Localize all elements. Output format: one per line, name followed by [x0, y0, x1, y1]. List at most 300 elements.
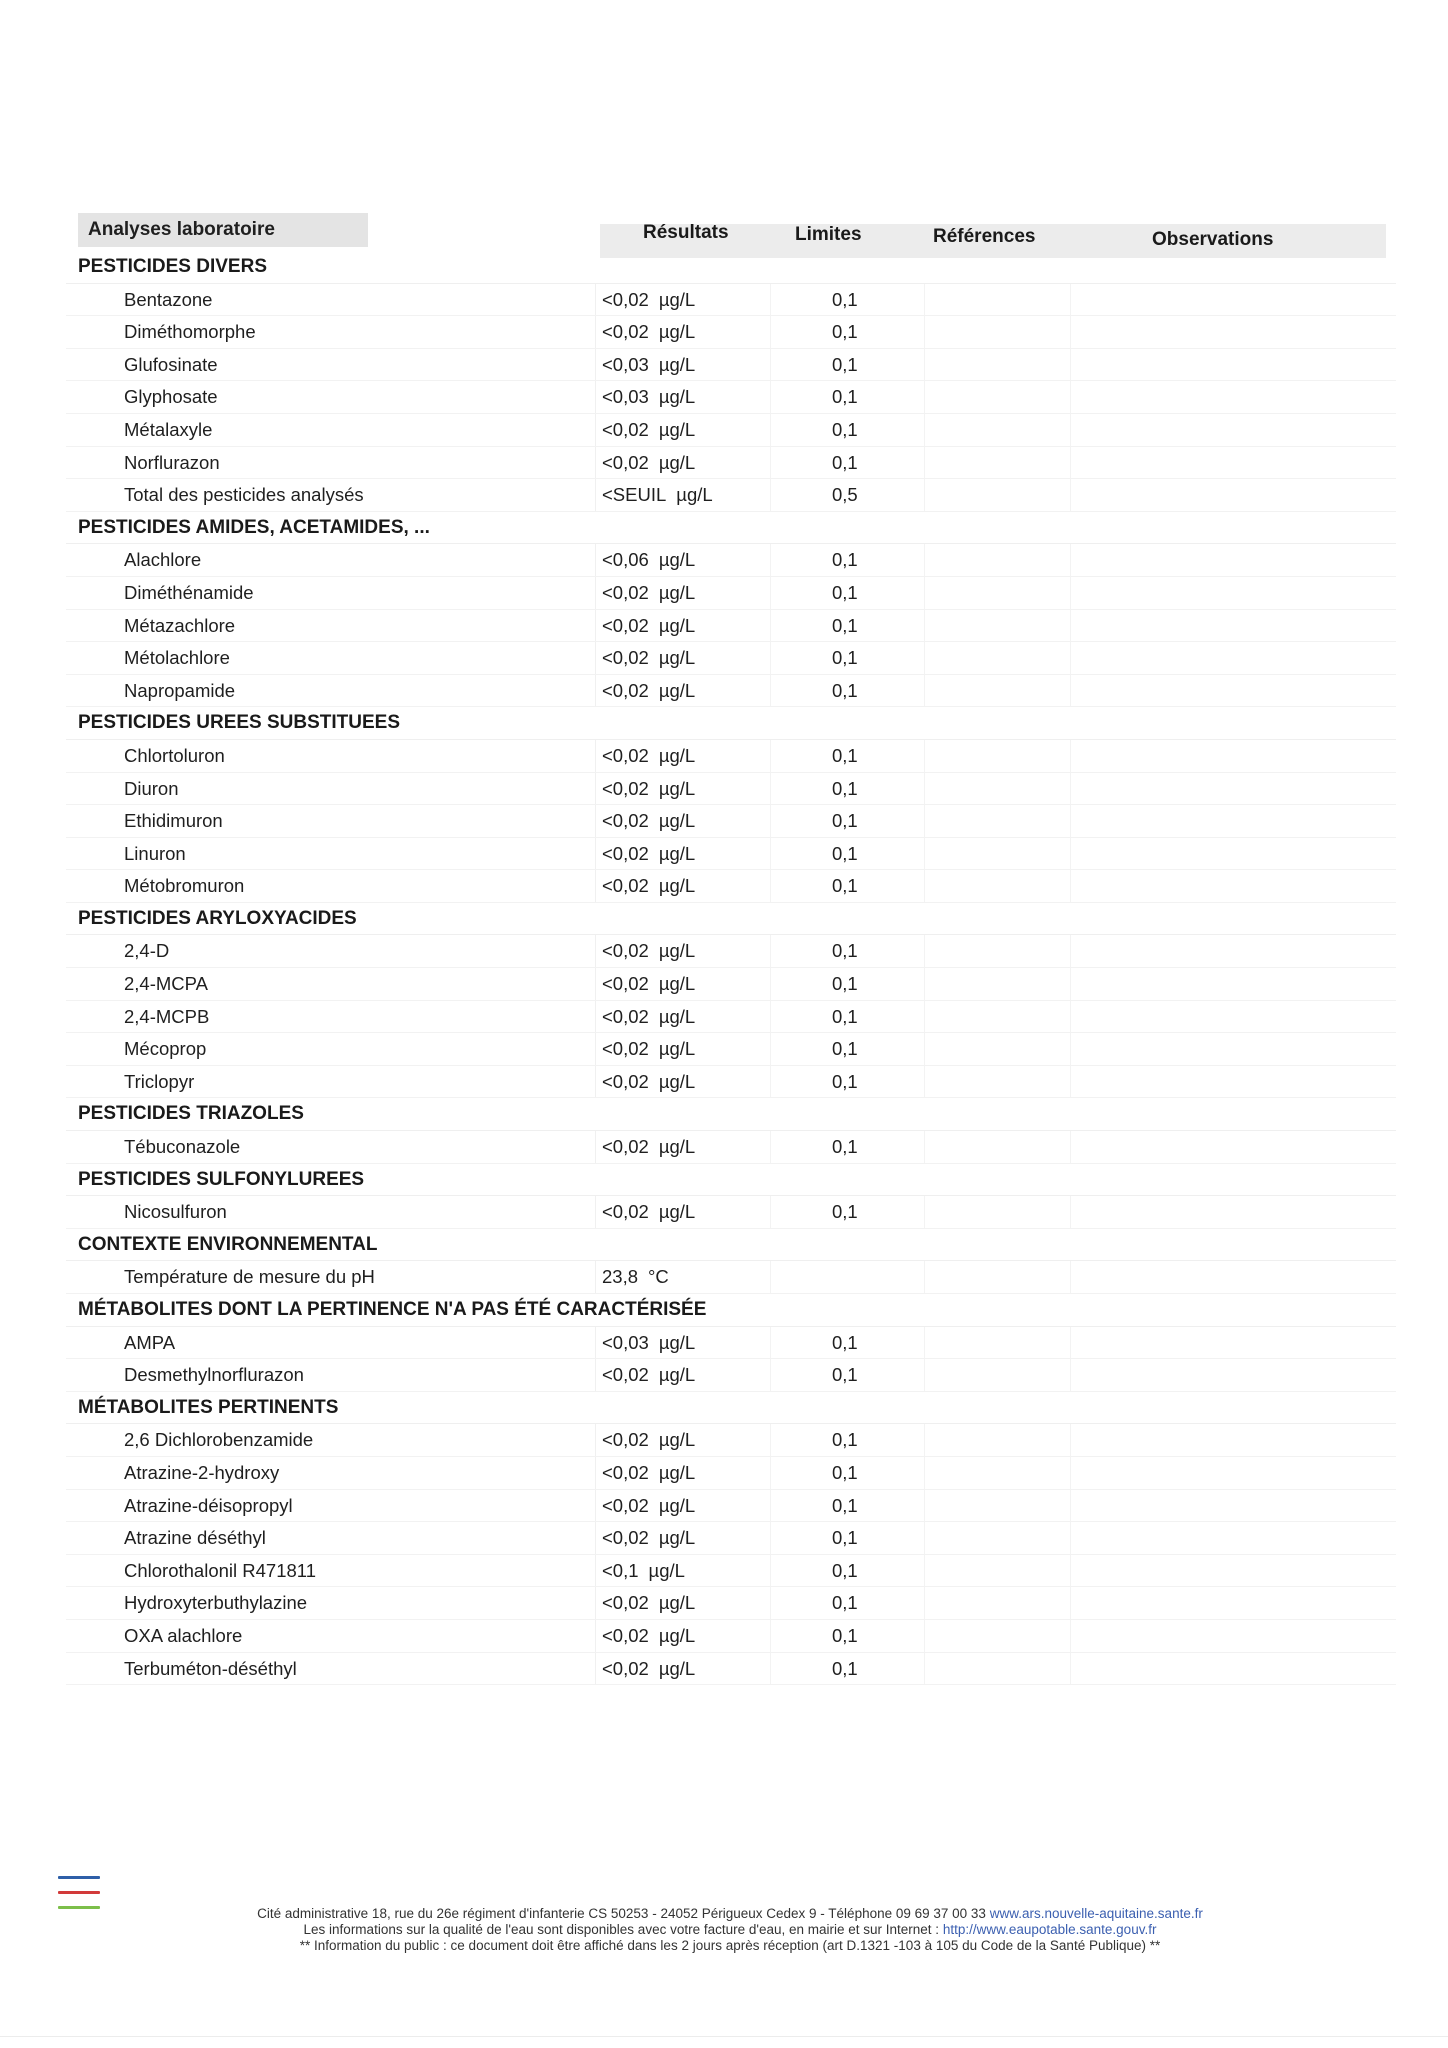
parameter-name: Linuron [124, 842, 186, 864]
parameter-name: Desmethylnorflurazon [124, 1364, 304, 1386]
result-value: <0,02 [602, 288, 649, 310]
observations-cell [1070, 968, 1401, 1000]
references-cell [924, 1620, 1070, 1652]
observations-cell [1070, 544, 1401, 576]
table-row [66, 414, 1396, 447]
header-references: Références [933, 226, 1036, 247]
result-value: <0,02 [602, 614, 649, 636]
limit-value: 0,1 [832, 940, 858, 962]
result-cell [602, 1424, 752, 1456]
footer-address: Cité administrative 18, rue du 26e régiment d'infanterie CS 50253 - 24052 Périgueux Cedex 9 - Téléphone 09 69 37 00 33 [257, 1906, 986, 1921]
table-row [66, 675, 1396, 708]
result-value: <0,03 [602, 1331, 649, 1353]
cell-divider [595, 740, 596, 772]
parameter-name: Diméthomorphe [124, 321, 256, 343]
cell-divider [770, 740, 771, 772]
references-cell [924, 447, 1070, 479]
observations-cell [1070, 1457, 1401, 1489]
cell-divider [770, 1066, 771, 1098]
table-row [66, 1653, 1396, 1686]
result-value: <0,02 [602, 1070, 649, 1092]
parameter-name: 2,4-D [124, 940, 170, 962]
cell-divider [770, 381, 771, 413]
limit-value: 0,1 [832, 614, 858, 636]
table-row [66, 805, 1396, 838]
parameter-name: Métalaxyle [124, 418, 213, 440]
footer-info: Les informations sur la qualité de l'eau sont disponibles avec votre facture d'eau, en mairie et sur Internet : [303, 1922, 940, 1937]
parameter-name: Glufosinate [124, 353, 218, 375]
observations-cell [1070, 610, 1401, 642]
references-cell [924, 1066, 1070, 1098]
result-cell [602, 935, 752, 967]
parameter-name: Norflurazon [124, 451, 220, 473]
cell-divider [770, 1424, 771, 1456]
cell-divider [595, 1196, 596, 1228]
limit-value: 0,1 [832, 1559, 858, 1581]
observations-cell [1070, 1131, 1401, 1163]
limit-value: 0,1 [832, 1494, 858, 1516]
limit-value: 0,1 [832, 810, 858, 832]
section-header: PESTICIDES UREES SUBSTITUEES [66, 707, 1396, 740]
table-row [66, 479, 1396, 512]
observations-cell [1070, 414, 1401, 446]
result-cell [602, 838, 752, 870]
result-value: 23,8 [602, 1266, 639, 1288]
result-value: <0,06 [602, 549, 649, 571]
cell-divider [770, 1522, 771, 1554]
table-row [66, 1522, 1396, 1555]
references-cell [924, 1555, 1070, 1587]
references-cell [924, 838, 1070, 870]
cell-divider [595, 838, 596, 870]
observations-cell [1070, 1001, 1401, 1033]
result-value: <0,02 [602, 321, 649, 343]
cell-divider [770, 642, 771, 674]
parameter-name: Atrazine-2-hydroxy [124, 1461, 280, 1483]
section-header: PESTICIDES SULFONYLUREES [66, 1164, 1396, 1197]
table-row [66, 381, 1396, 414]
table-row [66, 968, 1396, 1001]
cell-divider [770, 544, 771, 576]
limit-value: 0,1 [832, 451, 858, 473]
result-cell [602, 870, 752, 902]
references-cell [924, 1424, 1070, 1456]
cell-divider [595, 349, 596, 381]
result-unit: µg/L [658, 353, 696, 375]
result-cell [602, 1359, 752, 1391]
cell-divider [770, 1261, 771, 1293]
table-row [66, 1555, 1396, 1588]
result-cell [602, 1261, 752, 1293]
cell-divider [595, 1620, 596, 1652]
result-cell [602, 1327, 752, 1359]
footer-line-3: ** Information du public : ce document doit être affiché dans les 2 jours après réception (art D.1321 -103 à 105 du Code de la Santé Publique) ** [299, 1938, 1161, 1953]
limit-value: 0,1 [832, 679, 858, 701]
table-row [66, 1490, 1396, 1523]
observations-cell [1070, 870, 1401, 902]
result-value: <0,02 [602, 1494, 649, 1516]
cell-divider [595, 1424, 596, 1456]
references-cell [924, 1001, 1070, 1033]
cell-divider [595, 1522, 596, 1554]
parameter-name: Terbuméton-déséthyl [124, 1657, 297, 1679]
parameter-name: Hydroxyterbuthylazine [124, 1592, 308, 1614]
references-cell [924, 773, 1070, 805]
result-value: <0,02 [602, 647, 649, 669]
results-table [66, 251, 1396, 1685]
table-row [66, 1620, 1396, 1653]
table-row [66, 1033, 1396, 1066]
header-observations: Observations [1152, 229, 1274, 250]
parameter-name: Métazachlore [124, 614, 236, 636]
result-unit: µg/L [658, 1657, 696, 1679]
limit-value: 0,1 [832, 1527, 858, 1549]
table-row [66, 610, 1396, 643]
logo-stripe-red [58, 1891, 100, 1894]
cell-divider [595, 773, 596, 805]
table-row [66, 1587, 1396, 1620]
result-value: <0,03 [602, 353, 649, 375]
observations-cell [1070, 1587, 1401, 1619]
references-cell [924, 740, 1070, 772]
result-unit: µg/L [658, 1494, 696, 1516]
limit-value: 0,1 [832, 321, 858, 343]
result-unit: µg/L [658, 321, 696, 343]
result-cell [602, 316, 752, 348]
result-value: <0,02 [602, 777, 649, 799]
parameter-name: Diméthénamide [124, 581, 254, 603]
limit-value: 0,1 [832, 549, 858, 571]
limit-value: 0,1 [832, 353, 858, 375]
result-unit: µg/L [658, 875, 696, 897]
table-row [66, 642, 1396, 675]
cell-divider [770, 1327, 771, 1359]
result-unit: µg/L [658, 1005, 696, 1027]
result-unit: µg/L [658, 288, 696, 310]
result-value: <0,02 [602, 810, 649, 832]
result-cell [602, 642, 752, 674]
cell-divider [770, 1653, 771, 1685]
cell-divider [770, 968, 771, 1000]
result-value: <0,02 [602, 973, 649, 995]
references-cell [924, 870, 1070, 902]
result-unit: µg/L [648, 1559, 685, 1581]
limit-value: 0,1 [832, 1038, 858, 1060]
cell-divider [770, 1587, 771, 1619]
result-cell [602, 740, 752, 772]
header-resultats: Résultats [643, 222, 729, 243]
observations-cell [1070, 1261, 1401, 1293]
result-unit: µg/L [658, 418, 696, 440]
result-cell [602, 414, 752, 446]
footer-link-ars[interactable]: www.ars.nouvelle-aquitaine.sante.fr [989, 1906, 1203, 1921]
observations-cell [1070, 1033, 1401, 1065]
references-cell [924, 1261, 1070, 1293]
header-limites: Limites [795, 224, 862, 245]
limit-value: 0,1 [832, 1461, 858, 1483]
cell-divider [770, 447, 771, 479]
parameter-name: 2,4-MCPA [124, 973, 208, 995]
table-row [66, 1196, 1396, 1229]
cell-divider [595, 316, 596, 348]
cell-divider [770, 349, 771, 381]
result-value: <0,02 [602, 581, 649, 603]
parameter-name: OXA alachlore [124, 1624, 243, 1646]
cell-divider [595, 447, 596, 479]
cell-divider [770, 870, 771, 902]
result-unit: µg/L [658, 1461, 696, 1483]
limit-value: 0,1 [832, 1657, 858, 1679]
cell-divider [595, 1490, 596, 1522]
cell-divider [595, 1261, 596, 1293]
observations-cell [1070, 479, 1401, 511]
observations-cell [1070, 773, 1401, 805]
result-cell [602, 1196, 752, 1228]
table-row [66, 349, 1396, 382]
limit-value: 0,1 [832, 1070, 858, 1092]
result-value: <0,02 [602, 1461, 649, 1483]
result-cell [602, 610, 752, 642]
references-cell [924, 610, 1070, 642]
references-cell [924, 349, 1070, 381]
parameter-name: Nicosulfuron [124, 1201, 227, 1223]
cell-divider [595, 1066, 596, 1098]
cell-divider [595, 935, 596, 967]
result-cell [602, 1066, 752, 1098]
cell-divider [770, 1457, 771, 1489]
result-unit: µg/L [658, 1429, 696, 1451]
cell-divider [595, 675, 596, 707]
result-cell [602, 1457, 752, 1489]
cell-divider [770, 414, 771, 446]
result-cell [602, 1555, 752, 1587]
observations-cell [1070, 1653, 1401, 1685]
footer-link-eaupotable[interactable]: http://www.eaupotable.sante.gouv.fr [942, 1922, 1157, 1937]
result-value: <0,02 [602, 1201, 649, 1223]
limit-value: 0,1 [832, 1136, 858, 1158]
result-cell [602, 1001, 752, 1033]
result-cell [602, 1131, 752, 1163]
result-value: <0,02 [602, 679, 649, 701]
parameter-name: Métobromuron [124, 875, 245, 897]
result-value: <0,02 [602, 875, 649, 897]
observations-cell [1070, 577, 1401, 609]
cell-divider [595, 1359, 596, 1391]
table-row [66, 1261, 1396, 1294]
result-unit: µg/L [658, 842, 696, 864]
references-cell [924, 316, 1070, 348]
references-cell [924, 675, 1070, 707]
limit-value: 0,1 [832, 1331, 858, 1353]
references-cell [924, 1131, 1070, 1163]
references-cell [924, 642, 1070, 674]
result-cell [602, 349, 752, 381]
ars-logo-icon [58, 1876, 100, 1921]
references-cell [924, 544, 1070, 576]
table-row [66, 544, 1396, 577]
cell-divider [770, 838, 771, 870]
cell-divider [770, 1490, 771, 1522]
parameter-name: Triclopyr [124, 1070, 195, 1092]
result-unit: µg/L [658, 1136, 696, 1158]
cell-divider [595, 1327, 596, 1359]
result-cell [602, 381, 752, 413]
references-cell [924, 1033, 1070, 1065]
cell-divider [595, 381, 596, 413]
references-cell [924, 577, 1070, 609]
header-analyses: Analyses laboratoire [78, 213, 368, 247]
result-value: <0,1 [602, 1559, 639, 1581]
table-row [66, 577, 1396, 610]
result-value: <0,02 [602, 1429, 649, 1451]
section-header: MÉTABOLITES DONT LA PERTINENCE N'A PAS ÉTÉ CARACTÉRISÉE [66, 1294, 1396, 1327]
references-cell [924, 1490, 1070, 1522]
cell-divider [595, 1555, 596, 1587]
observations-cell [1070, 1196, 1401, 1228]
cell-divider [770, 675, 771, 707]
observations-cell [1070, 349, 1401, 381]
footer [150, 1906, 1310, 1954]
cell-divider [595, 1001, 596, 1033]
observations-cell [1070, 1490, 1401, 1522]
parameter-name: Glyphosate [124, 386, 218, 408]
limit-value: 0,1 [832, 418, 858, 440]
result-value: <0,02 [602, 1624, 649, 1646]
result-cell [602, 577, 752, 609]
result-unit: µg/L [658, 451, 696, 473]
references-cell [924, 968, 1070, 1000]
limit-value: 0,1 [832, 875, 858, 897]
references-cell [924, 1196, 1070, 1228]
parameter-name: Tébuconazole [124, 1136, 241, 1158]
result-unit: µg/L [658, 940, 696, 962]
references-cell [924, 1587, 1070, 1619]
limit-value: 0,1 [832, 1429, 858, 1451]
limit-value: 0,1 [832, 288, 858, 310]
logo-stripe-green [58, 1906, 100, 1909]
result-unit: µg/L [658, 1592, 696, 1614]
result-unit: µg/L [658, 386, 696, 408]
references-cell [924, 414, 1070, 446]
limit-value: 0,1 [832, 973, 858, 995]
result-unit: µg/L [658, 1070, 696, 1092]
result-cell [602, 1033, 752, 1065]
footer-line-1 [150, 1906, 1310, 1922]
cell-divider [770, 1555, 771, 1587]
result-cell [602, 447, 752, 479]
cell-divider [595, 544, 596, 576]
parameter-name: Atrazine déséthyl [124, 1527, 266, 1549]
observations-cell [1070, 935, 1401, 967]
result-unit: µg/L [658, 1624, 696, 1646]
references-cell [924, 479, 1070, 511]
limit-value: 0,1 [832, 1201, 858, 1223]
result-unit: µg/L [658, 973, 696, 995]
references-cell [924, 1653, 1070, 1685]
cell-divider [770, 479, 771, 511]
parameter-name: Atrazine-déisopropyl [124, 1494, 293, 1516]
result-cell [602, 805, 752, 837]
observations-cell [1070, 1424, 1401, 1456]
cell-divider [595, 1457, 596, 1489]
result-value: <0,02 [602, 418, 649, 440]
table-row [66, 1001, 1396, 1034]
parameter-name: Chlortoluron [124, 744, 225, 766]
references-cell [924, 381, 1070, 413]
cell-divider [770, 1196, 771, 1228]
result-cell [602, 675, 752, 707]
table-row [66, 935, 1396, 968]
observations-cell [1070, 1620, 1401, 1652]
cell-divider [595, 414, 596, 446]
result-unit: µg/L [658, 810, 696, 832]
cell-divider [770, 610, 771, 642]
table-row [66, 284, 1396, 317]
result-value: <0,02 [602, 1592, 649, 1614]
parameter-name: Température de mesure du pH [124, 1266, 375, 1288]
parameter-name: 2,4-MCPB [124, 1005, 210, 1027]
table-row [66, 870, 1396, 903]
parameter-name: 2,6 Dichlorobenzamide [124, 1429, 314, 1451]
limit-value: 0,1 [832, 1624, 858, 1646]
result-value: <0,03 [602, 386, 649, 408]
references-cell [924, 1457, 1070, 1489]
result-value: <0,02 [602, 451, 649, 473]
result-cell [602, 1653, 752, 1685]
cell-divider [770, 1131, 771, 1163]
table-row [66, 1327, 1396, 1360]
cell-divider [770, 577, 771, 609]
table-row [66, 447, 1396, 480]
result-value: <0,02 [602, 842, 649, 864]
result-unit: µg/L [658, 581, 696, 603]
parameter-name: Diuron [124, 777, 179, 799]
limit-value: 0,5 [832, 484, 858, 506]
result-unit: µg/L [676, 484, 713, 506]
limit-value: 0,1 [832, 1364, 858, 1386]
cell-divider [595, 968, 596, 1000]
result-value: <0,02 [602, 1038, 649, 1060]
parameter-name: Napropamide [124, 679, 236, 701]
observations-cell [1070, 1066, 1401, 1098]
observations-cell [1070, 642, 1401, 674]
parameter-name: Chlorothalonil R471811 [124, 1559, 316, 1581]
limit-value: 0,1 [832, 777, 858, 799]
cell-divider [595, 479, 596, 511]
cell-divider [595, 1653, 596, 1685]
result-cell [602, 968, 752, 1000]
cell-divider [595, 870, 596, 902]
references-cell [924, 1522, 1070, 1554]
result-value: <SEUIL [602, 484, 667, 506]
parameter-name: AMPA [124, 1331, 176, 1353]
result-unit: µg/L [658, 1364, 696, 1386]
result-unit: µg/L [658, 549, 696, 571]
cell-divider [595, 1033, 596, 1065]
observations-cell [1070, 805, 1401, 837]
result-unit: µg/L [658, 647, 696, 669]
observations-cell [1070, 740, 1401, 772]
result-cell [602, 284, 752, 316]
result-unit: µg/L [658, 679, 696, 701]
table-row [66, 316, 1396, 349]
cell-divider [595, 805, 596, 837]
cell-divider [595, 1131, 596, 1163]
result-cell [602, 1522, 752, 1554]
result-cell [602, 1490, 752, 1522]
result-unit: µg/L [658, 1201, 696, 1223]
references-cell [924, 1359, 1070, 1391]
